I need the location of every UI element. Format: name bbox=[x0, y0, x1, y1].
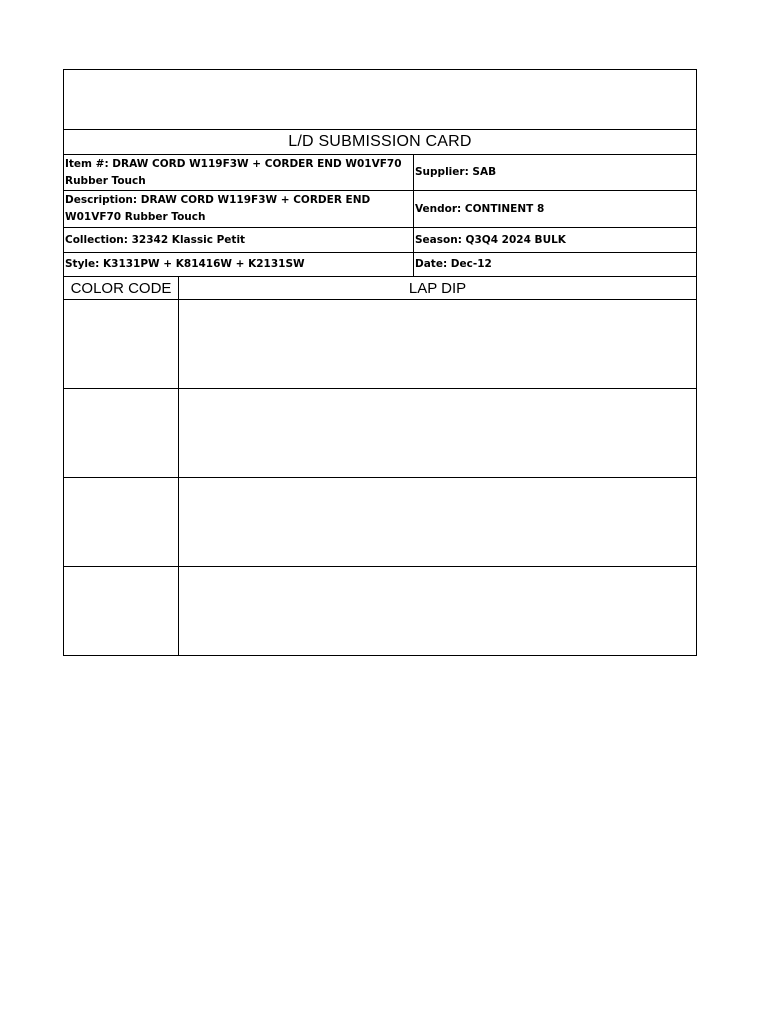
lap-dip-cell bbox=[179, 478, 697, 567]
style-row bbox=[64, 253, 697, 277]
collection: Collection: 32342 Klassic Petit bbox=[64, 228, 414, 253]
lap-dip-cell bbox=[179, 389, 697, 478]
supplier: Supplier: SAB bbox=[414, 155, 697, 191]
swatch-row bbox=[64, 567, 697, 656]
color-code-cell bbox=[64, 300, 179, 389]
color-code-cell bbox=[64, 478, 179, 567]
card-title: L/D SUBMISSION CARD bbox=[64, 130, 697, 155]
swatch-row bbox=[64, 478, 697, 567]
blank-header-row bbox=[64, 70, 697, 130]
submission-card bbox=[63, 69, 697, 656]
lap-dip-header: LAP DIP bbox=[179, 277, 697, 300]
lap-dip-cell bbox=[179, 567, 697, 656]
style: Style: K3131PW + K81416W + K2131SW bbox=[64, 253, 414, 277]
item-row bbox=[64, 155, 697, 191]
collection-row bbox=[64, 228, 697, 253]
title-row bbox=[64, 130, 697, 155]
description: Description: DRAW CORD W119F3W + CORDER END W01VF70 Rubber Touch bbox=[64, 191, 414, 228]
lap-dip-cell bbox=[179, 300, 697, 389]
vendor: Vendor: CONTINENT 8 bbox=[414, 191, 697, 228]
blank-header-cell bbox=[64, 70, 697, 130]
color-code-cell bbox=[64, 389, 179, 478]
season: Season: Q3Q4 2024 BULK bbox=[414, 228, 697, 253]
column-header-row bbox=[64, 277, 697, 300]
date: Date: Dec-12 bbox=[414, 253, 697, 277]
swatch-row bbox=[64, 389, 697, 478]
swatch-row bbox=[64, 300, 697, 389]
description-row bbox=[64, 191, 697, 228]
item-number: Item #: DRAW CORD W119F3W + CORDER END W01VF70 Rubber Touch bbox=[64, 155, 414, 191]
color-code-cell bbox=[64, 567, 179, 656]
color-code-header: COLOR CODE bbox=[64, 277, 179, 300]
